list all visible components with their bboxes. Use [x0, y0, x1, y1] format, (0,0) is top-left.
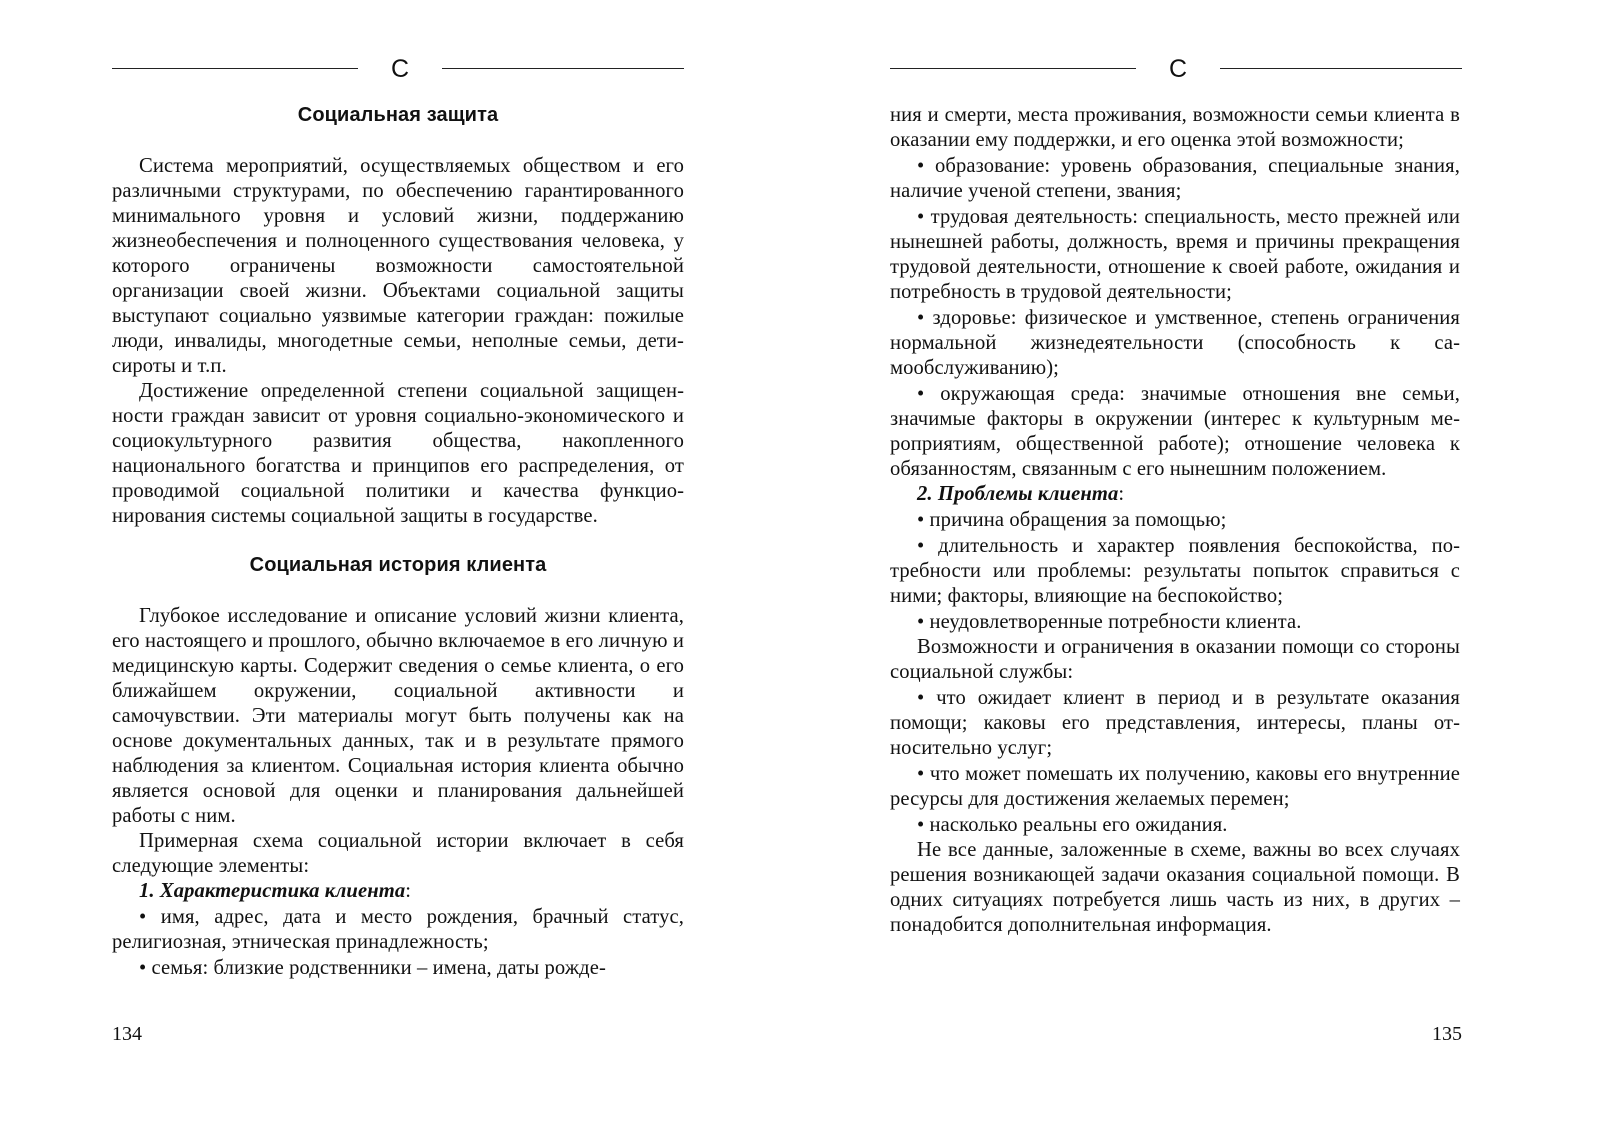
paragraph: Не все данные, заложенные в схеме, важны во всех случаях решения возникающей задачи оказания социальной помощи. В одних ситуациях потребуется лишь часть из них, в других – понадобится дополнительная информация. — [890, 839, 1460, 936]
bullet-item: • длительность и характер появления беспокойства, потребности или проблемы: результаты попыток справиться с ними; факторы, влияющие на беспокойство; — [890, 535, 1460, 607]
left-page — [112, 0, 702, 1131]
page-number: 135 — [1432, 1023, 1462, 1045]
bullet-item: • образование: уровень образования, специальные знания, наличие ученой степени, звания; — [890, 155, 1460, 202]
paragraph: Система мероприятий, осуществляемых обществом и его различными структурами, по обеспечению гарантированного минимального уровня и условий жизни, поддержанию жизнеобеспечения и полноценного существования человека, у которого ограничены возможности самостоятельной организации своей жизни. Объектами социальной защиты выступают социально уязвимые категории граждан: пожилые люди, инвалиды, многодетные семьи, неполные семьи, дети-сироты и т.п. — [112, 155, 684, 377]
running-header — [890, 54, 1480, 88]
bullet-item: • семья: близкие родственники – имена, даты рожде- — [139, 957, 606, 979]
bullet-item: • что ожидает клиент в период и в результате оказания помощи; каковы его представления, интересы, планы относительно услуг; — [890, 687, 1460, 759]
entry-title-social-history: Социальная история клиента — [249, 554, 547, 576]
paragraph: Возможности и ограничения в оказании помощи со стороны социальной службы: — [890, 636, 1460, 683]
paragraph: Примерная схема социальной истории включает в себя следующие элементы: — [112, 830, 684, 877]
subheading-client-problems — [890, 482, 1460, 507]
subheading-client-characteristics — [112, 879, 684, 904]
subheading-colon: : — [405, 880, 412, 902]
bullet-item: • насколько реальны его ожидания. — [917, 814, 1228, 836]
page-content — [112, 100, 684, 981]
subheading-text: 2. Проблемы клиента — [917, 483, 1119, 505]
subheading-colon: : — [1118, 483, 1125, 505]
bullet-item: • имя, адрес, дата и место рождения, брачный статус, религиозная, этническая принадлежность; — [112, 906, 684, 953]
page-content — [890, 103, 1460, 938]
header-rule-left — [112, 68, 358, 69]
subheading-text: 1. Характеристика клиента — [139, 880, 406, 902]
page-number: 134 — [112, 1023, 142, 1045]
bullet-item: • что может помешать их получению, каковы его внутренние ресурсы для достижения желаемых перемен; — [890, 763, 1460, 810]
header-rule-left — [890, 68, 1136, 69]
header-rule-right — [1220, 68, 1462, 69]
bullet-item: • неудовлетворенные потребности клиента. — [917, 611, 1302, 633]
header-letter: С — [1168, 55, 1188, 83]
bullet-item: • здоровье: физическое и умственное, степень ограничения нормальной жизнедеятельности (способность к самообслуживанию); — [890, 307, 1460, 379]
continued-paragraph: ния и смерти, места проживания, возможности семьи клиента в оказании ему поддержки, и его оценка этой возможности; — [890, 104, 1460, 151]
bullet-item: • трудовая деятельность: специальность, место прежней или нынешней работы, должность, время и причины прекращения трудовой деятельности, отношение к своей работе, ожидания и потребность в трудовой деятельности; — [890, 206, 1460, 303]
header-rule-right — [442, 68, 684, 69]
header-letter: С — [390, 55, 410, 83]
paragraph: Глубокое исследование и описание условий жизни клиента, его настоящего и прошлого, обычно включаемое в его личную и медицинскую карты. Содержит сведения о семье клиента, о его ближайшем окружении, социальной активности и самочувствии. Эти материалы могут быть получены как на основе документальных данных, так и в результате прямого наблюдения за клиентом. Социальная история клиента обычно является основой для оценки и планирования дальнейшей работы с ним. — [112, 605, 684, 827]
bullet-item: • причина обращения за помощью; — [917, 509, 1227, 531]
right-page — [890, 0, 1480, 1131]
entry-title-social-protection: Социальная защита — [297, 104, 499, 126]
bullet-item: • окружающая среда: значимые отношения вне семьи, значимые факторы в окружении (интерес к культурным мероприятиям, общественной работе); отношение человека к обязанностям, связанным с его нынешним положением. — [890, 383, 1460, 480]
running-header — [112, 54, 702, 88]
paragraph: Достижение определенной степени социальной защищенности граждан зависит от уровня социально-экономического и социокультурного развития общества, накопленного национального богатства и принципов его распределения, от проводимой социальной политики и качества функционирования системы социальной защиты в государстве. — [112, 380, 684, 527]
